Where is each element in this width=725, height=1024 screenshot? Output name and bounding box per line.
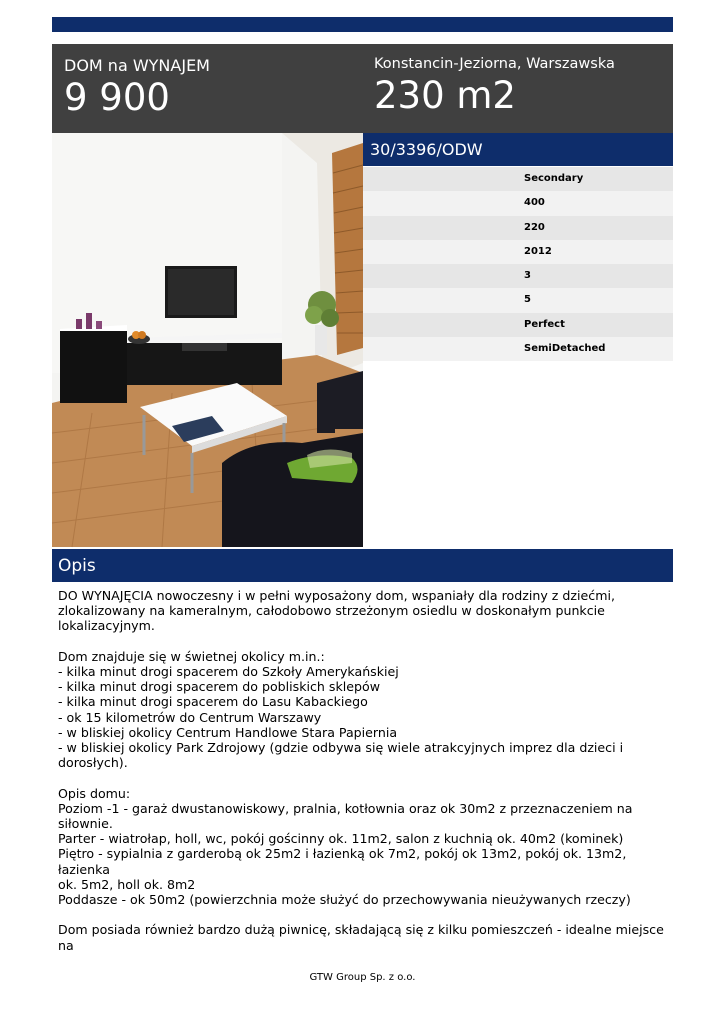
header-left: [64, 56, 210, 119]
description-line: - kilka minut drogi spacerem do Szkoły Amerykańskiej: [58, 664, 399, 679]
description-line: - w bliskiej okolicy Park Zdrojowy (gdzie odbywa się wiele atrakcyjnych imprez dla dzieci i: [58, 740, 624, 756]
description-line: siłownie.: [58, 816, 113, 832]
description-line: Poziom -1 - garaż dwustanowiskowy, pralnia, kotłownia oraz ok 30m2 z przeznaczeniem na: [58, 800, 633, 816]
detail-row: [363, 288, 673, 312]
reference-bar: [363, 133, 673, 166]
description-line: Opis domu:: [58, 785, 131, 801]
detail-row: [363, 216, 673, 240]
footer-company: GTW Group Sp. z o.o.: [309, 972, 416, 983]
description-line: zlokalizowany na kameralnym, całodobowo strzeżonym osiedlu w doskonałym punkcie: [58, 603, 605, 619]
detail-value: 3: [524, 270, 531, 282]
details-table: [363, 167, 673, 361]
top-accent-bar: [52, 17, 673, 32]
property-photo: [52, 133, 363, 547]
description-line: - kilka minut drogi spacerem do pobliskich sklepów: [58, 679, 381, 695]
listing-area: 230 m2: [374, 74, 516, 117]
description-line: - ok 15 kilometrów do Centrum Warszawy: [58, 709, 322, 725]
description-line: - w bliskiej okolicy Centrum Handlowe Stara Papiernia: [58, 724, 398, 740]
description-blank-line: [58, 634, 670, 649]
detail-value: SemiDetached: [524, 343, 606, 355]
description-line: Dom znajduje się w świetnej okolicy m.in.:: [58, 648, 325, 664]
description-line: Piętro - sypialnia z garderobą ok 25m2 i łazienką ok 7m2, pokój ok 13m2, pokój ok. 13m2, łazienka: [58, 846, 627, 877]
description-line: - kilka minut drogi spacerem do Lasu Kabackiego: [58, 694, 368, 710]
listing-header: [52, 44, 673, 133]
detail-row: [363, 313, 673, 337]
detail-row: [363, 264, 673, 288]
description-section-bar: [52, 549, 673, 582]
detail-value: 5: [524, 294, 531, 306]
description-blank-line: [58, 770, 670, 785]
description-line: Dom posiada również bardzo dużą piwnicę, składającą się z kilku pomieszczeń - idealne miejsce na: [58, 922, 664, 953]
detail-value: 2012: [524, 245, 552, 257]
detail-row: [363, 167, 673, 191]
detail-row: [363, 337, 673, 361]
description-line: Poddasze - ok 50m2 (powierzchnia może służyć do przechowywania nieużywanych rzeczy): [58, 892, 631, 908]
reference-number: 30/3396/ODW: [370, 140, 483, 159]
description-blank-line: [58, 907, 670, 922]
listing-price: 9 900: [64, 76, 170, 119]
detail-value: 220: [524, 221, 545, 233]
description-title: Opis: [58, 556, 96, 576]
listing-type: DOM na WYNAJEM: [64, 56, 210, 75]
description-line: ok. 5m2, holl ok. 8m2: [58, 876, 196, 892]
detail-row: [363, 240, 673, 264]
listing-location: Konstancin-Jeziorna, Warszawska: [374, 56, 615, 72]
description-line: DO WYNAJĘCIA nowoczesny i w pełni wyposażony dom, wspaniały dla rodziny z dziećmi,: [58, 588, 615, 603]
detail-value: 400: [524, 197, 545, 209]
header-right: [374, 55, 615, 117]
description-line: Parter - wiatrołap, holl, wc, pokój gościnny ok. 11m2, salon z kuchnią ok. 40m2 (kominek): [58, 831, 624, 847]
description-line: lokalizacyjnym.: [58, 618, 155, 634]
detail-row: [363, 191, 673, 215]
detail-value: Perfect: [524, 318, 565, 330]
detail-value: Secondary: [524, 173, 584, 184]
description-line: dorosłych).: [58, 755, 128, 771]
description-text: [58, 588, 670, 953]
